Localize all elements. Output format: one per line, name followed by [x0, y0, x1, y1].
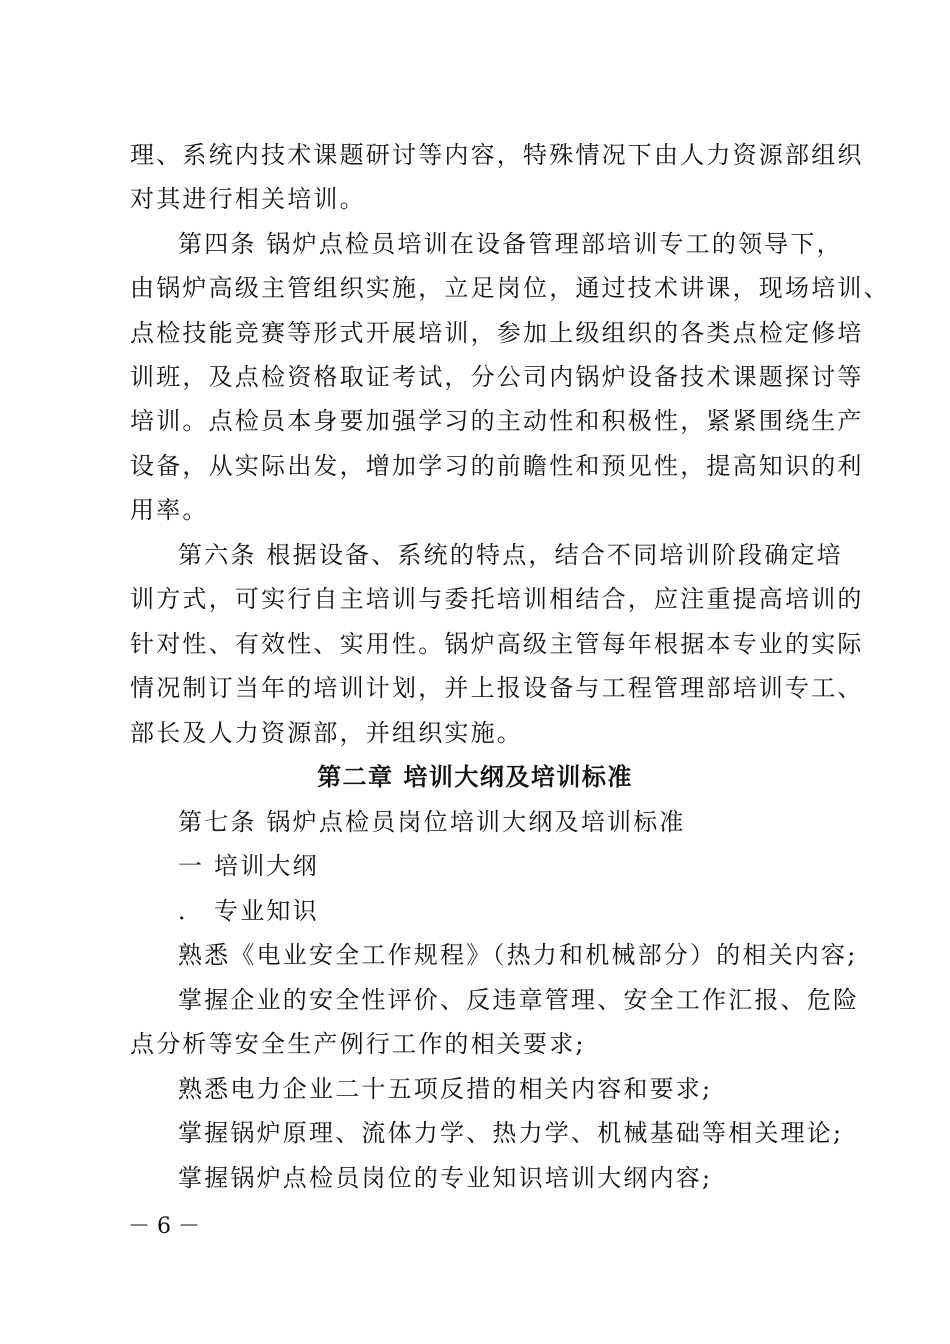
list-item-continuation: 点分析等安全生产例行工作的相关要求;	[130, 1030, 586, 1058]
article-6-line: 训方式，可实行自主培训与委托培训相结合，应注重提高培训的	[130, 585, 864, 613]
article-4-line: 用率。	[130, 496, 209, 524]
chapter-heading: 第二章 培训大纲及培训标准	[317, 763, 633, 791]
article-6-line: 针对性、有效性、实用性。锅炉高级主管每年根据本专业的实际	[130, 630, 864, 658]
article-4-line: 点检技能竞赛等形式开展培训，参加上级组织的各类点检定修培	[130, 319, 864, 347]
page-number: － 6 －	[128, 1214, 200, 1239]
section-heading: 一 培训大纲	[178, 852, 319, 880]
list-item: 掌握锅炉点检员岗位的专业知识培训大纲内容;	[178, 1164, 713, 1192]
list-item: 掌握锅炉原理、流体力学、热力学、机械基础等相关理论;	[178, 1119, 844, 1147]
article-4-line: 设备，从实际出发，增加学习的前瞻性和预见性，提高知识的利	[130, 452, 864, 480]
article-4-line: 培训。点检员本身要加强学习的主动性和积极性，紧紧围绕生产	[130, 407, 864, 435]
article-6-line: 情况制订当年的培训计划，并上报设备与工程管理部培训专工、	[130, 674, 864, 702]
list-item: 熟悉电力企业二十五项反措的相关内容和要求;	[178, 1075, 713, 1103]
paragraph-line: 理、系统内技术课题研讨等内容，特殊情况下由人力资源部组织	[130, 141, 864, 169]
article-6-line: 部长及人力资源部，并组织实施。	[130, 719, 523, 747]
article-6-line: 第六条 根据设备、系统的特点，结合不同培训阶段确定培	[178, 541, 843, 569]
paragraph-line: 对其进行相关培训。	[130, 185, 366, 213]
article-4-line: 由锅炉高级主管组织实施，立足岗位，通过技术讲课，现场培训、	[130, 274, 890, 302]
subsection-heading: ． 专业知识	[178, 897, 319, 925]
article-7-title: 第七条 锅炉点检员岗位培训大纲及培训标准	[178, 808, 686, 836]
article-4-line: 第四条 锅炉点检员培训在设备管理部培训专工的领导下，	[178, 230, 843, 258]
list-item: 熟悉《电业安全工作规程》（热力和机械部分）的相关内容;	[178, 941, 858, 969]
article-4-line: 训班，及点检资格取证考试，分公司内锅炉设备技术课题探讨等	[130, 363, 864, 391]
list-item: 掌握企业的安全性评价、反违章管理、安全工作汇报、危险	[178, 986, 860, 1014]
